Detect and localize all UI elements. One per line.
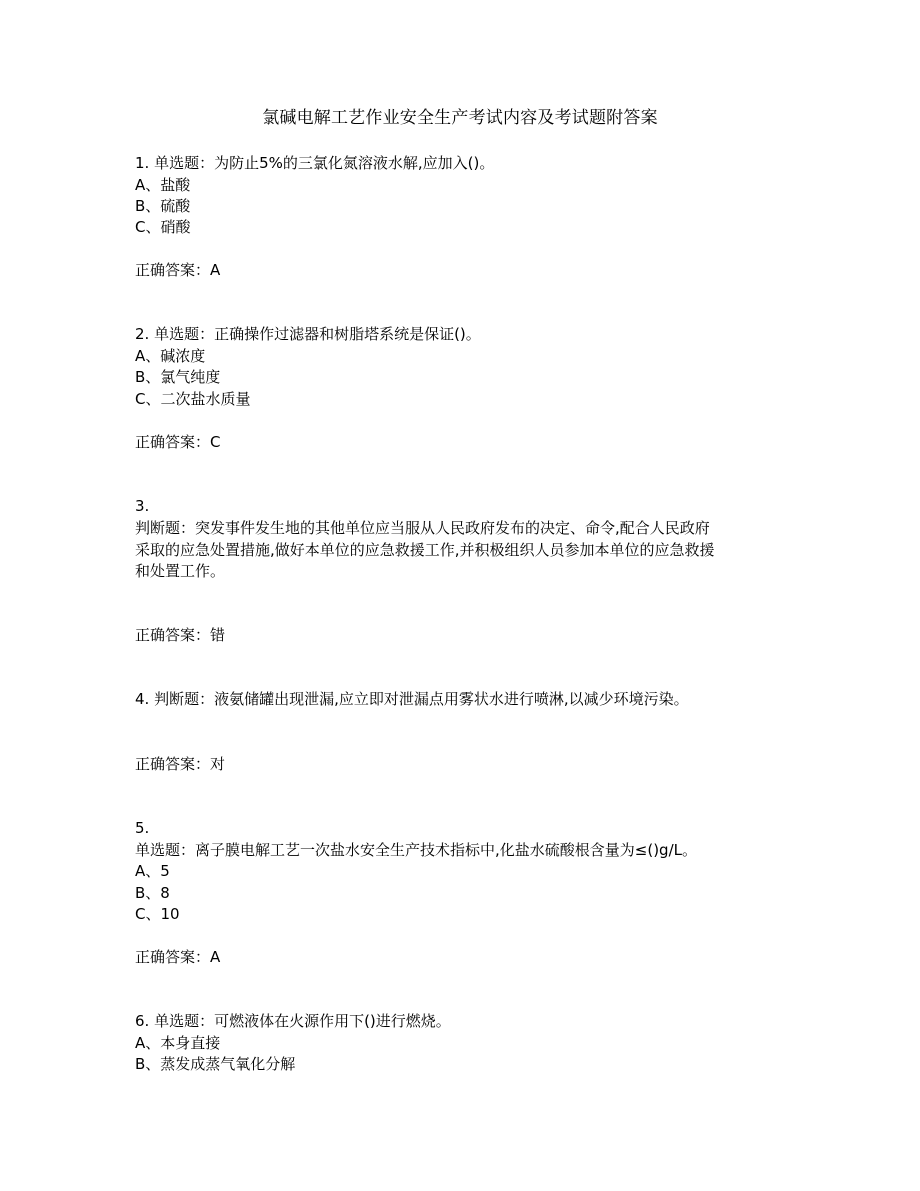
document-title: 氯碱电解工艺作业安全生产考试内容及考试题附答案	[262, 108, 658, 128]
question-3-answer: 正确答案：错	[135, 626, 226, 644]
question-2-option-c: C、二次盐水质量	[135, 390, 251, 408]
question-3-stem-line-2: 采取的应急处置措施,做好本单位的应急救援工作,并积极组织人员参加本单位的应急救援	[135, 541, 715, 559]
question-2-option-b: B、氯气纯度	[135, 368, 221, 386]
question-4-answer: 正确答案：对	[135, 755, 226, 773]
question-1-answer: 正确答案：A	[135, 261, 221, 279]
question-3-number: 3.	[135, 497, 150, 515]
question-1-option-c: C、硝酸	[135, 218, 191, 236]
question-1-option-a: A、盐酸	[135, 176, 191, 194]
question-5-option-c: C、10	[135, 905, 180, 923]
question-3-stem-line-3: 和处置工作。	[135, 562, 226, 580]
question-6-stem: 6. 单选题：可燃液体在火源作用下()进行燃烧。	[135, 1012, 451, 1030]
question-4-stem: 4. 判断题：液氨储罐出现泄漏,应立即对泄漏点用雾状水进行喷淋,以减少环境污染。	[135, 690, 689, 708]
question-5-number: 5.	[135, 819, 150, 837]
question-1-option-b: B、硫酸	[135, 197, 191, 215]
question-1-stem: 1. 单选题：为防止5%的三氯化氮溶液水解,应加入()。	[135, 154, 495, 172]
question-5-option-b: B、8	[135, 884, 170, 902]
question-5-answer: 正确答案：A	[135, 948, 221, 966]
question-2-answer: 正确答案：C	[135, 433, 221, 451]
question-6-option-b: B、蒸发成蒸气氧化分解	[135, 1055, 296, 1073]
question-5-option-a: A、5	[135, 862, 170, 880]
question-5-stem: 单选题：离子膜电解工艺一次盐水安全生产技术指标中,化盐水硫酸根含量为≤()g/L。	[135, 841, 697, 859]
question-6-option-a: A、本身直接	[135, 1034, 221, 1052]
question-2-option-a: A、碱浓度	[135, 347, 206, 365]
question-2-stem: 2. 单选题：正确操作过滤器和树脂塔系统是保证()。	[135, 325, 481, 343]
question-3-stem-line-1: 判断题：突发事件发生地的其他单位应当服从人民政府发布的决定、命令,配合人民政府	[135, 519, 710, 537]
